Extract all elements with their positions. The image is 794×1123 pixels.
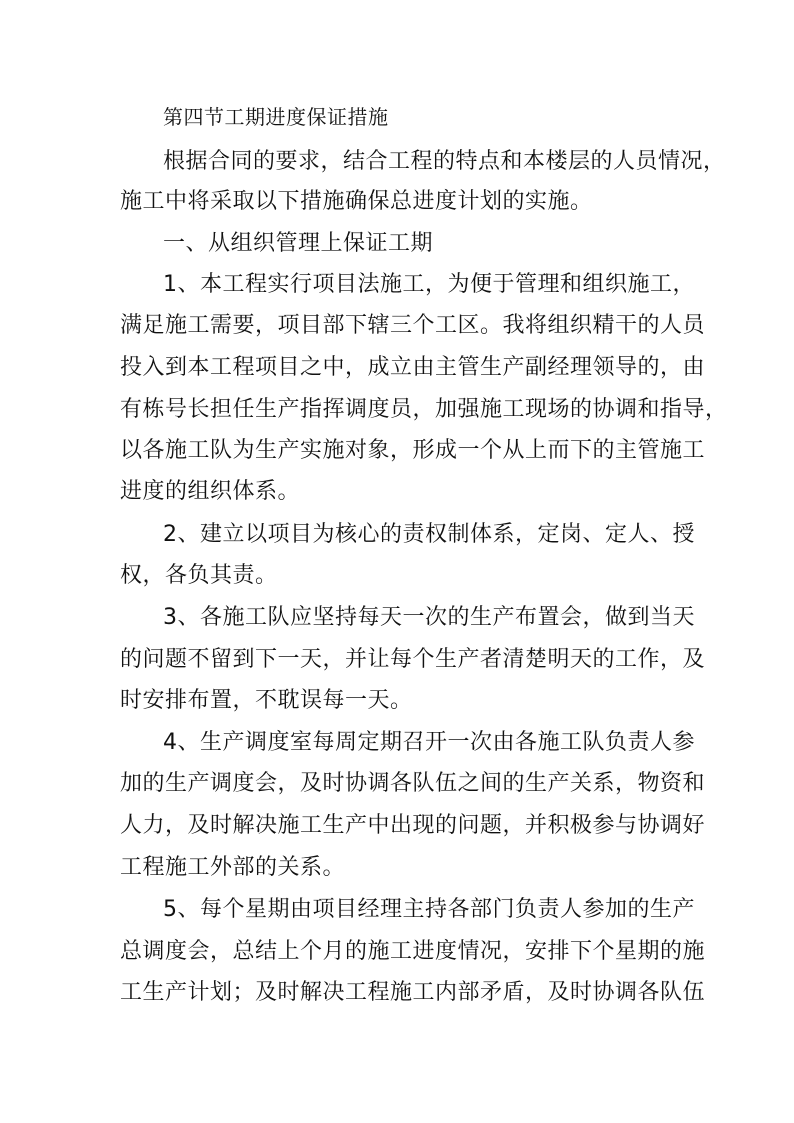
- paragraph-line: 权，各负其责。: [120, 563, 278, 588]
- paragraph-line: 总调度会，总结上个月的施工进度情况，安排下个星期的施: [120, 939, 706, 964]
- paragraph-line: 人力，及时解决施工生产中出现的问题，并积极参与协调好: [120, 813, 706, 838]
- paragraph-line: 加的生产调度会，及时协调各队伍之间的生产关系，物资和: [120, 771, 706, 796]
- paragraph-line: 进度的组织体系。: [120, 479, 301, 504]
- paragraph-line: 工程施工外部的关系。: [120, 855, 346, 880]
- paragraph-line: 3、各施工队应坚持每天一次的生产布置会，做到当天: [163, 605, 695, 630]
- paragraph-line: 时安排布置，不耽误每一天。: [120, 688, 413, 713]
- subsection-heading: 一、从组织管理上保证工期: [163, 231, 434, 256]
- intro-line: 施工中将采取以下措施确保总进度计划的实施。: [120, 189, 593, 214]
- section-title: 第四节工期进度保证措施: [163, 105, 389, 129]
- intro-line: 根据合同的要求，结合工程的特点和本楼层的人员情况，: [163, 149, 726, 174]
- paragraph-line: 满足施工需要，项目部下辖三个工区。我将组织精干的人员: [120, 313, 706, 338]
- paragraph-line: 有栋号长担任生产指挥调度员，加强施工现场的协调和指导，: [120, 397, 728, 422]
- paragraph-line: 工生产计划；及时解决工程施工内部矛盾，及时协调各队伍: [120, 980, 706, 1005]
- paragraph-line: 1、本工程实行项目法施工，为便于管理和组织施工，: [163, 272, 695, 297]
- paragraph-line: 的问题不留到下一天，并让每个生产者清楚明天的工作，及: [120, 647, 706, 672]
- paragraph-line: 以各施工队为生产实施对象，形成一个从上而下的主管施工: [120, 438, 706, 463]
- paragraph-line: 4、生产调度室每周定期召开一次由各施工队负责人参: [163, 730, 695, 755]
- paragraph-line: 5、每个星期由项目经理主持各部门负责人参加的生产: [163, 897, 695, 922]
- paragraph-line: 2、建立以项目为核心的责权制体系，定岗、定人、授: [163, 522, 695, 547]
- paragraph-line: 投入到本工程项目之中，成立由主管生产副经理领导的，由: [120, 355, 706, 380]
